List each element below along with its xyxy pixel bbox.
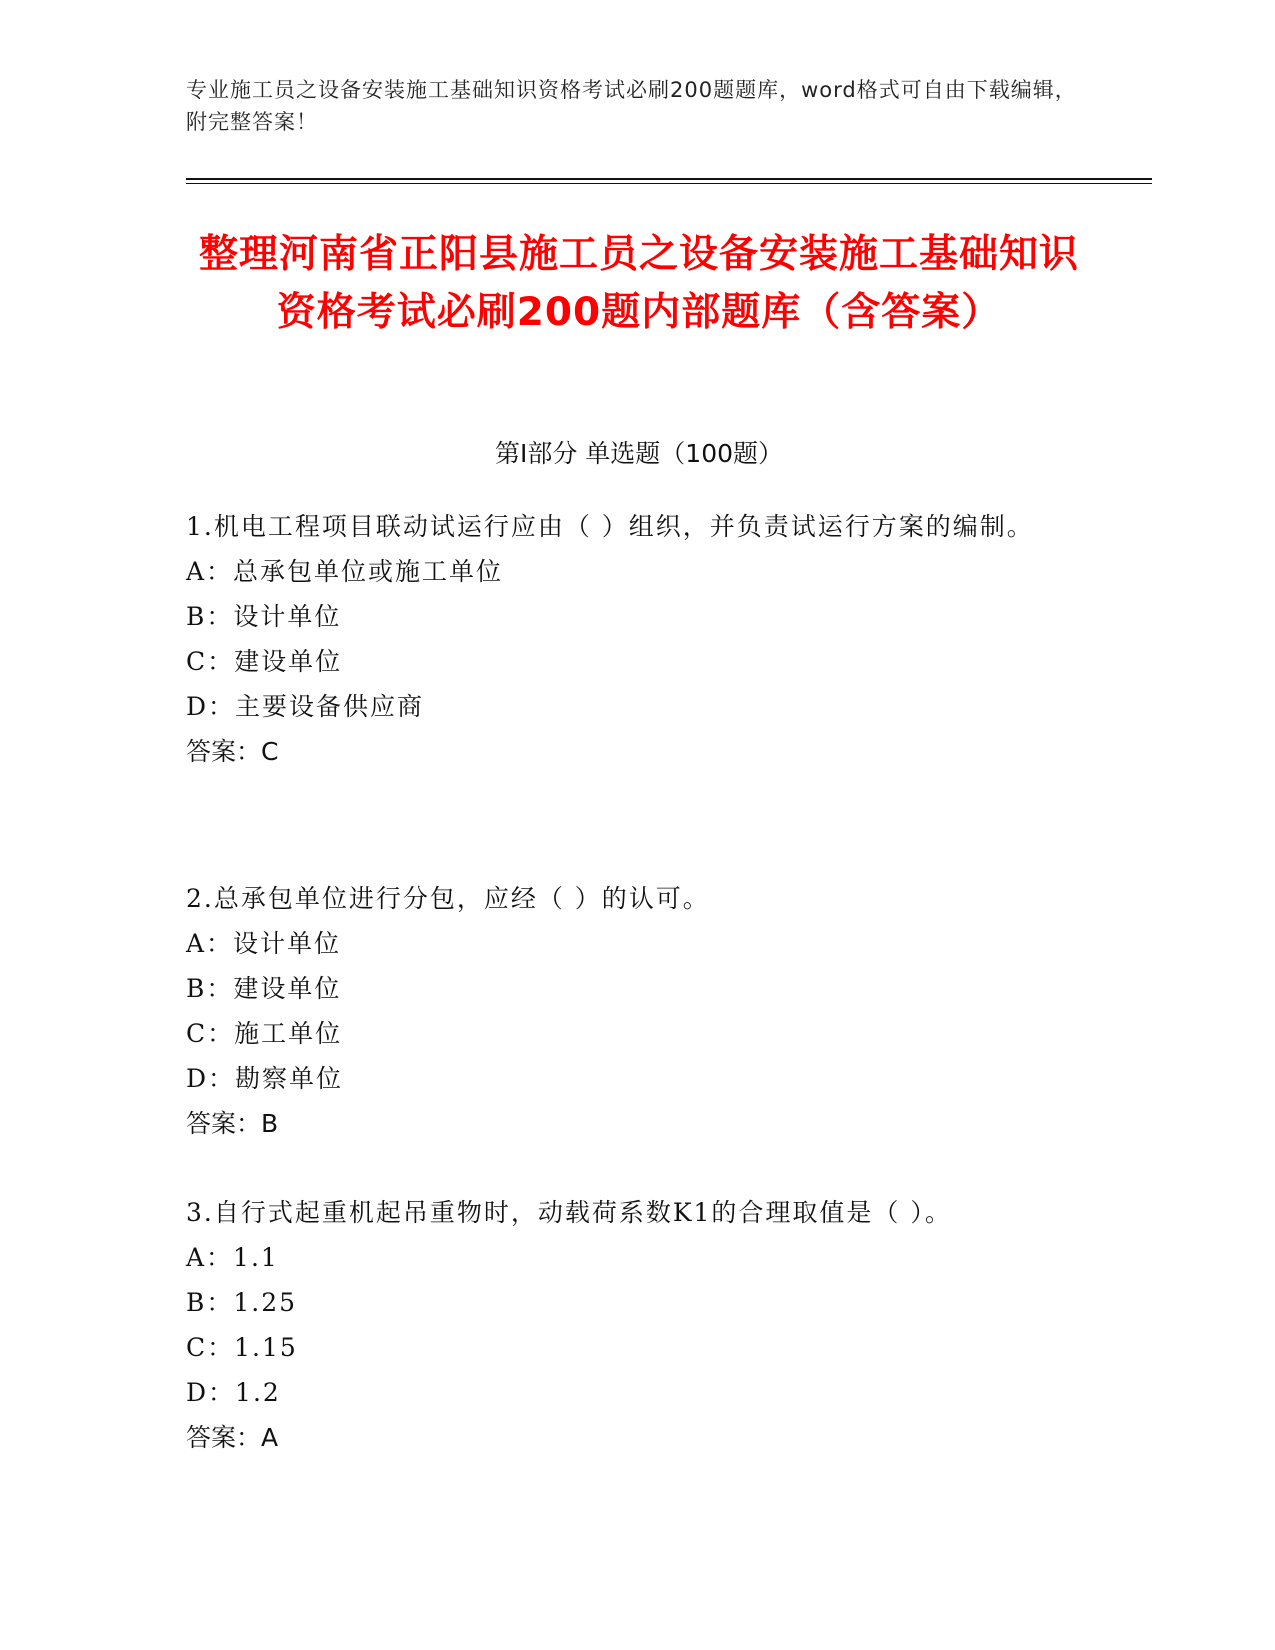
option-a: A：1.1 bbox=[186, 1243, 279, 1272]
option-d: D：主要设备供应商 bbox=[186, 692, 425, 721]
option-a: A：总承包单位或施工单位 bbox=[186, 557, 504, 586]
document-title: 整理河南省正阳县施工员之设备安装施工基础知识资格考试必刷200题内部题库（含答案） bbox=[198, 232, 1079, 335]
header-note: 专业施工员之设备安装施工基础知识资格考试必刷200题题库，word格式可自由下载编辑，附完整答案！ bbox=[186, 78, 1077, 134]
question-stem: 1.机电工程项目联动试运行应由（ ）组织，并负责试运行方案的编制。 bbox=[186, 512, 1034, 541]
answer: 答案：C bbox=[186, 737, 279, 766]
question-stem: 2.总承包单位进行分包，应经（ ）的认可。 bbox=[186, 884, 710, 913]
question-1 bbox=[186, 504, 1086, 775]
question-stem: 3.自行式起重机起吊重物时，动载荷系数K1的合理取值是（ ）。 bbox=[186, 1198, 952, 1227]
option-a: A：设计单位 bbox=[186, 929, 342, 958]
option-c: C：施工单位 bbox=[186, 1019, 343, 1048]
option-c: C：建设单位 bbox=[186, 647, 343, 676]
question-2 bbox=[186, 876, 1086, 1147]
option-b: B：建设单位 bbox=[186, 974, 342, 1003]
question-3 bbox=[186, 1190, 1086, 1461]
option-d: D：1.2 bbox=[186, 1378, 281, 1407]
option-d: D：勘察单位 bbox=[186, 1064, 344, 1093]
header-divider-thick bbox=[186, 178, 1152, 180]
header-divider-thin bbox=[186, 183, 1152, 184]
answer: 答案：A bbox=[186, 1423, 279, 1452]
option-b: B：设计单位 bbox=[186, 602, 342, 631]
option-b: B：1.25 bbox=[186, 1288, 298, 1317]
option-c: C：1.15 bbox=[186, 1333, 298, 1362]
answer: 答案：B bbox=[186, 1109, 279, 1138]
section-title: 第I部分 单选题（100题） bbox=[494, 439, 784, 468]
